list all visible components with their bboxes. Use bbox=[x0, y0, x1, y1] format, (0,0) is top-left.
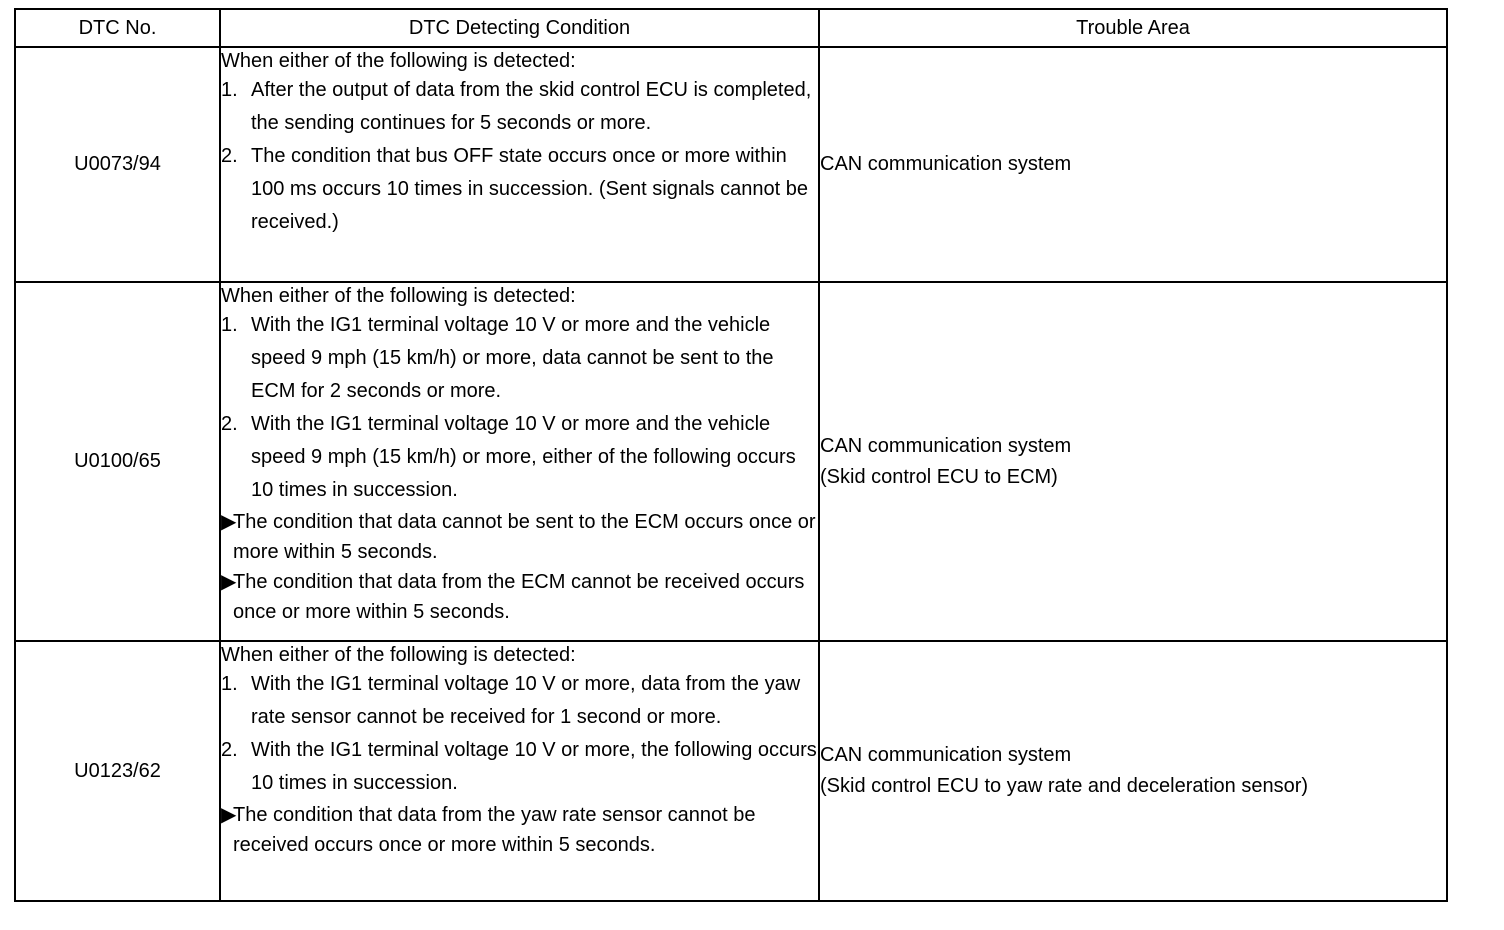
triangle-bullet-icon: ▶ bbox=[221, 571, 237, 593]
trouble-area-line: CAN communication system bbox=[820, 153, 1072, 175]
trouble-area-line: CAN communication system bbox=[820, 434, 1072, 457]
header-row bbox=[15, 9, 1447, 47]
step-text: The condition that bus OFF state occurs once or more within 100 ms occurs 10 times in succession. (Sent signals cannot be received.) bbox=[251, 145, 808, 233]
condition-bullet bbox=[221, 800, 818, 860]
condition-bullets bbox=[221, 507, 818, 627]
dtc-code: U0100/65 bbox=[15, 282, 220, 641]
bullet-text: The condition that data cannot be sent to the ECM occurs once or more within 5 seconds. bbox=[233, 511, 816, 563]
step-number: 1. bbox=[221, 314, 238, 336]
table-row bbox=[15, 47, 1447, 282]
bullet-text: The condition that data from the ECM cannot be received occurs once or more within 5 seconds. bbox=[233, 571, 805, 623]
condition-intro: When either of the following is detected: bbox=[221, 50, 576, 72]
table-row bbox=[15, 282, 1447, 641]
triangle-bullet-icon: ▶ bbox=[221, 511, 237, 533]
condition-steps bbox=[221, 668, 818, 800]
trouble-area-line: (Skid control ECU to yaw rate and deceleration sensor) bbox=[820, 775, 1309, 797]
step-number: 2. bbox=[221, 739, 238, 761]
dtc-code: U0073/94 bbox=[15, 47, 220, 282]
step-number: 1. bbox=[221, 673, 238, 695]
header-condition: DTC Detecting Condition bbox=[220, 9, 819, 47]
step-text: After the output of data from the skid control ECU is completed, the sending continues for 5 seconds or more. bbox=[251, 79, 812, 134]
condition-bullets bbox=[221, 800, 818, 860]
trouble-area-line: (Skid control ECU to ECM) bbox=[820, 465, 1058, 488]
condition-bullet bbox=[221, 567, 818, 627]
condition-bullet bbox=[221, 507, 818, 567]
condition-steps bbox=[221, 309, 818, 507]
trouble-area bbox=[819, 47, 1447, 282]
header-trouble-area: Trouble Area bbox=[819, 9, 1447, 47]
detecting-condition bbox=[220, 282, 819, 641]
condition-step bbox=[221, 74, 818, 140]
condition-step bbox=[221, 734, 818, 800]
dtc-table bbox=[14, 8, 1448, 902]
trouble-area bbox=[819, 641, 1447, 901]
condition-intro: When either of the following is detected: bbox=[221, 285, 576, 307]
step-text: With the IG1 terminal voltage 10 V or more, data from the yaw rate sensor cannot be received for 1 second or more. bbox=[251, 673, 801, 728]
bullet-text: The condition that data from the yaw rate sensor cannot be received occurs once or more within 5 seconds. bbox=[233, 804, 756, 856]
step-text: With the IG1 terminal voltage 10 V or more and the vehicle speed 9 mph (15 km/h) or more, data cannot be sent to the ECM for 2 seconds or more. bbox=[251, 314, 774, 402]
table-row bbox=[15, 641, 1447, 901]
condition-steps bbox=[221, 74, 818, 239]
condition-step bbox=[221, 309, 818, 408]
step-number: 2. bbox=[221, 145, 238, 167]
condition-step bbox=[221, 668, 818, 734]
dtc-code: U0123/62 bbox=[15, 641, 220, 901]
step-text: With the IG1 terminal voltage 10 V or more and the vehicle speed 9 mph (15 km/h) or more, either of the following occurs 10 times in succession. bbox=[251, 413, 796, 501]
condition-step bbox=[221, 140, 818, 239]
trouble-area-line: CAN communication system bbox=[820, 744, 1072, 766]
condition-step bbox=[221, 408, 818, 507]
step-text: With the IG1 terminal voltage 10 V or more, the following occurs 10 times in succession. bbox=[251, 739, 817, 794]
step-number: 2. bbox=[221, 413, 238, 435]
step-number: 1. bbox=[221, 79, 238, 101]
condition-intro: When either of the following is detected: bbox=[221, 644, 576, 666]
header-dtc-no: DTC No. bbox=[15, 9, 220, 47]
detecting-condition bbox=[220, 47, 819, 282]
triangle-bullet-icon: ▶ bbox=[221, 804, 237, 826]
detecting-condition bbox=[220, 641, 819, 901]
trouble-area bbox=[819, 282, 1447, 641]
